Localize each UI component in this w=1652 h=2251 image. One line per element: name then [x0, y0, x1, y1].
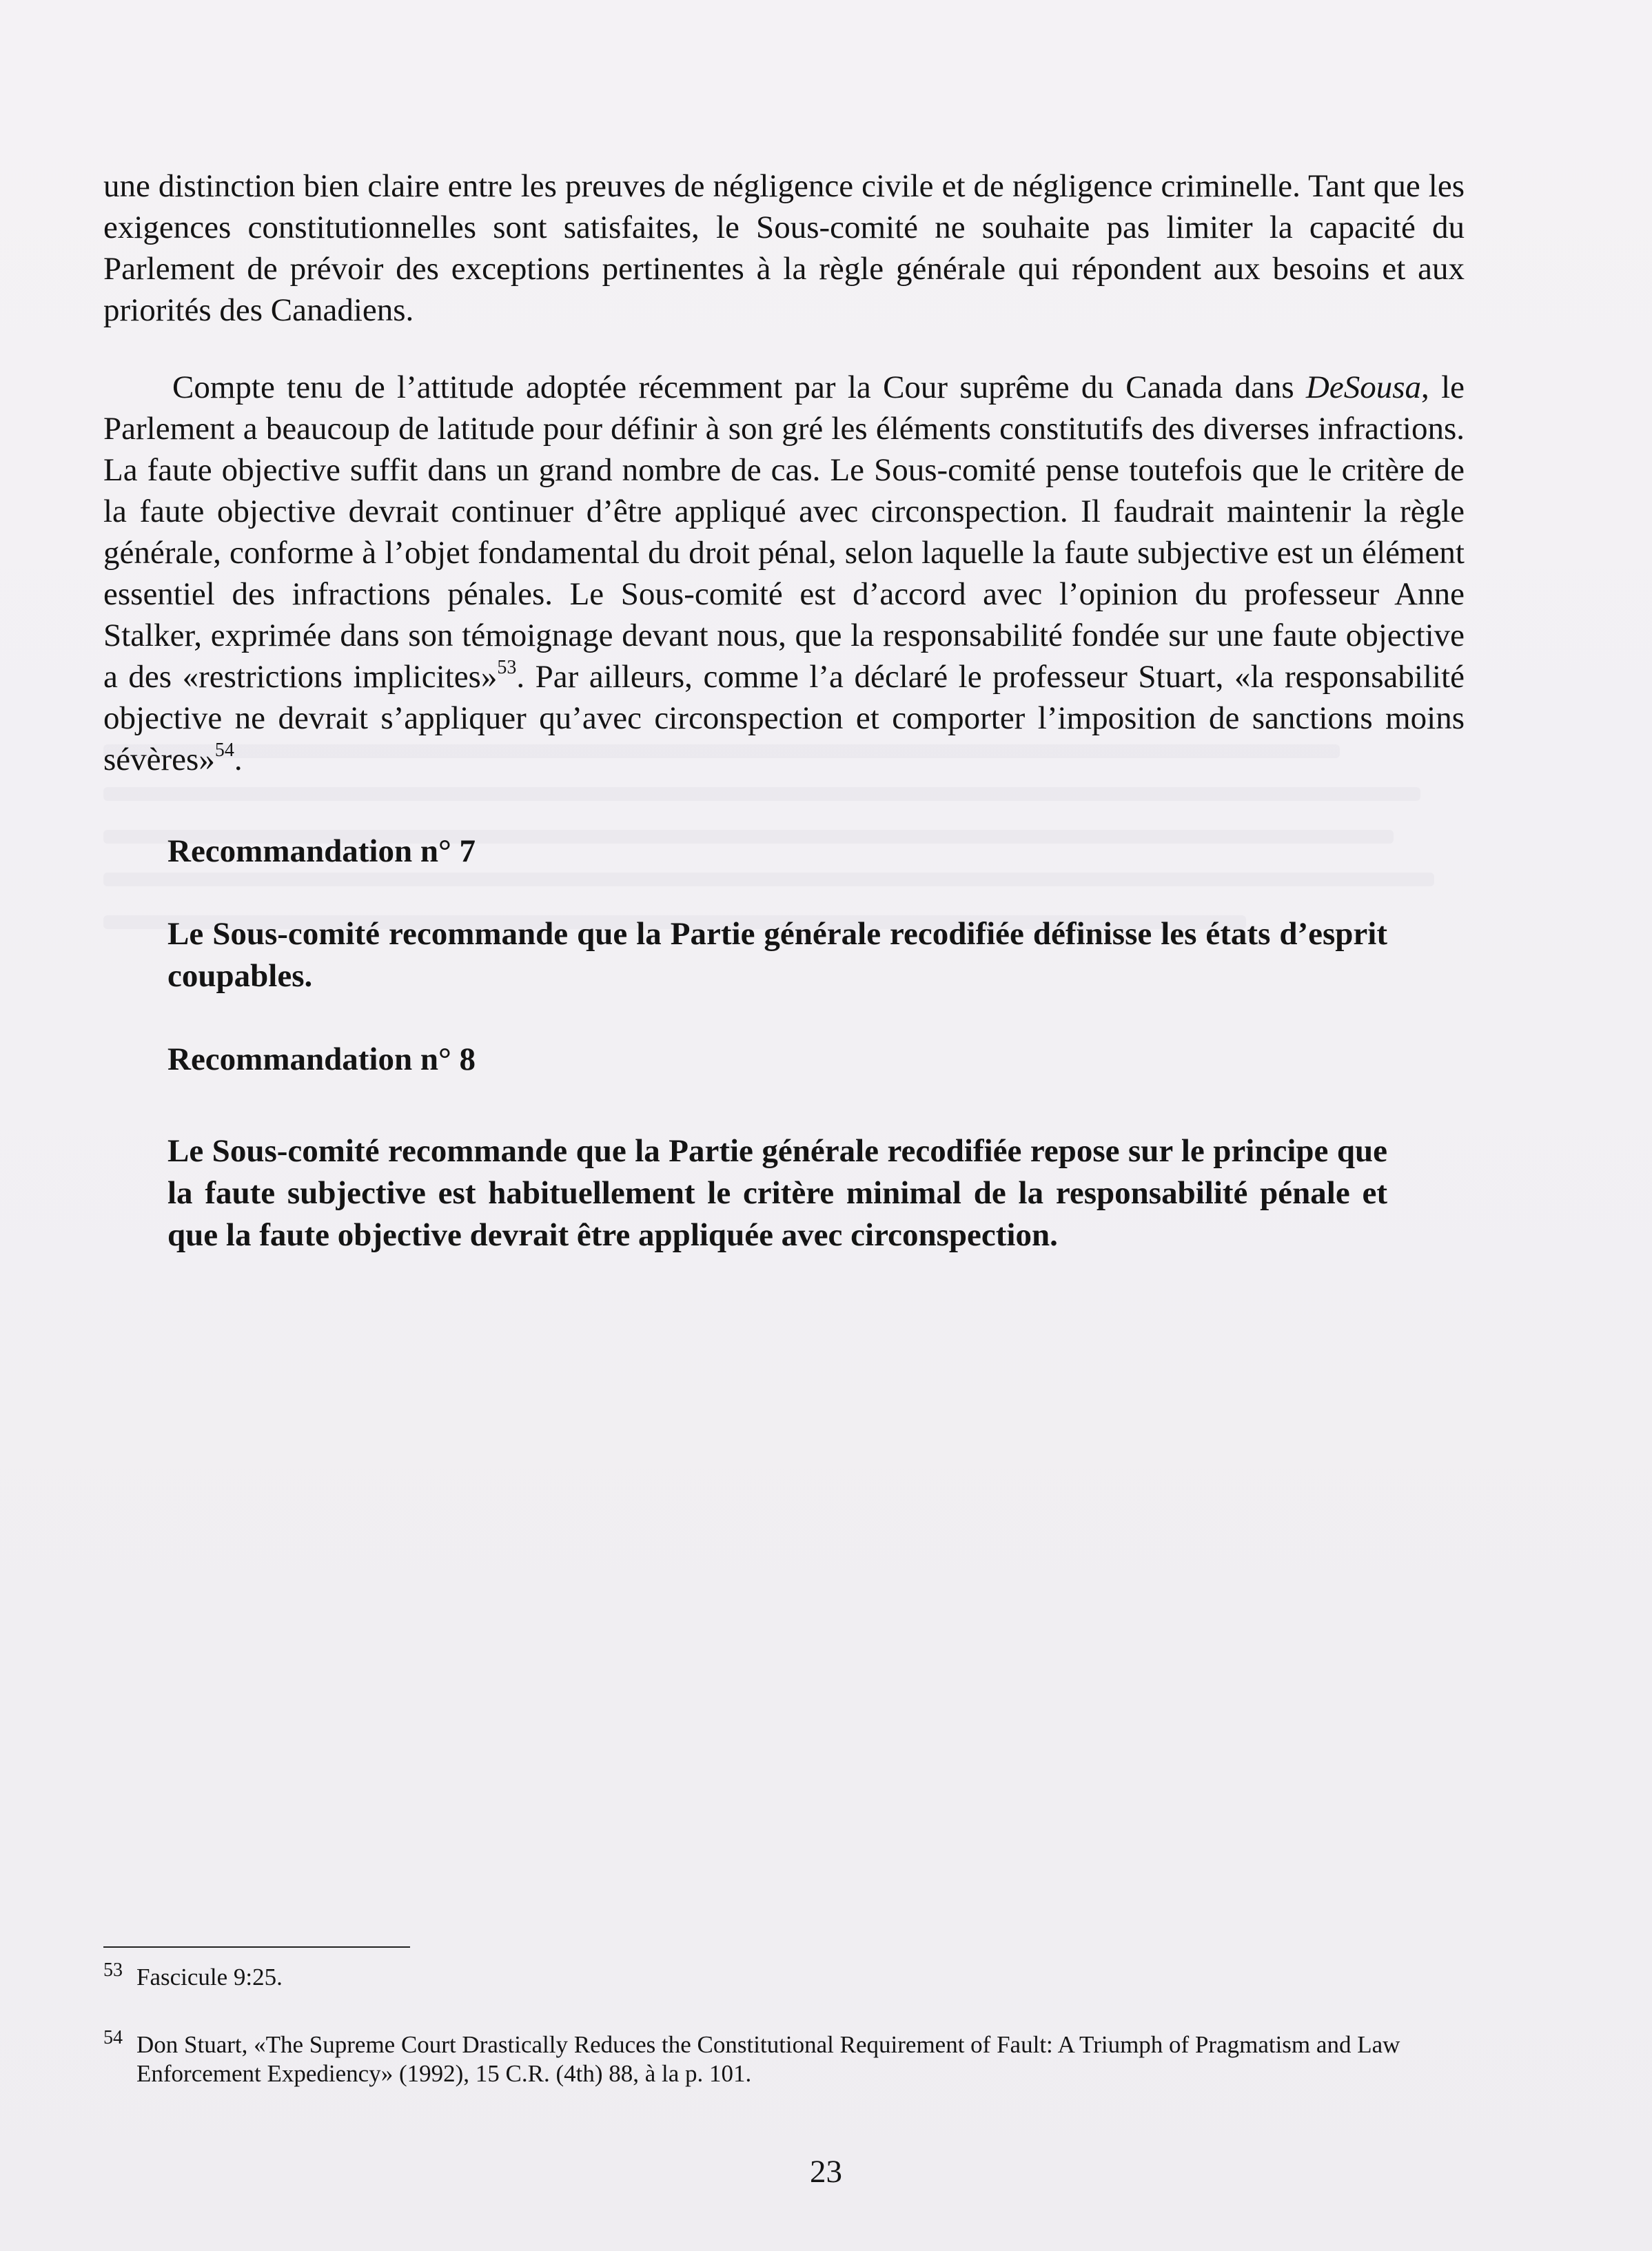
footnote-ref-54[interactable]: 54	[214, 740, 234, 761]
recommendation-7-heading: Recommandation n° 7	[167, 833, 476, 869]
case-name-desousa: DeSousa	[1305, 369, 1422, 405]
recommendation-8-text: Le Sous-comité recommande que la Partie générale recodifiée repose sur le principe que la faute subjective est habituellement le critère minimal de la responsabilité pénale et que la faute objective devrait être appliquée avec circonspection.	[167, 1133, 1387, 1253]
recommendation-8-heading: Recommandation n° 8	[167, 1041, 476, 1077]
footnote-ref-53[interactable]: 53	[497, 657, 517, 678]
footnote-separator	[103, 1946, 410, 1948]
paragraph-2	[103, 367, 1465, 780]
recommendation-7-text: Le Sous-comité recommande que la Partie générale recodifiée définisse les états d’esprit coupables.	[167, 916, 1387, 994]
paragraph-1: une distinction bien claire entre les preuves de négligence civile et de négligence criminelle. Tant que les exigences constitutionnelles sont satisfaites, le Sous-comité ne souhaite pas limiter la capacité du Parlement de prévoir des exceptions pertinentes à la règle générale qui répondent aux besoins et aux priorités des Canadiens.	[103, 168, 1465, 328]
paragraph-2-text-b: , le Parlement a beaucoup de latitude pour définir à son gré les éléments constitutifs des diverses infractions. La faute objective suffit dans un grand nombre de cas. Le Sous-comité pense toutefois que le critère de la faute objective devrait continuer d’être appliqué avec circonspection. Il faudrait maintenir la règle générale, conforme à l’objet fondamental du droit pénal, selon laquelle la faute subjective est un élément essentiel des infractions pénales. Le Sous-comité est d’accord avec l’opinion du professeur Anne Stalker, exprimée dans son témoignage devant nous, que la responsabilité fondée sur une faute objective a des «restrictions implicites»	[103, 369, 1465, 695]
paragraph-2-text-a: Compte tenu de l’attitude adoptée récemment par la Cour suprême du Canada dans	[172, 369, 1306, 405]
footnote-53	[103, 1959, 1465, 1992]
footnote-54	[103, 2027, 1465, 2088]
footnote-text: Don Stuart, «The Supreme Court Drastically Reduces the Constitutional Requirement of Fault: A Triumph of Pragmatism and Law Enforcement Expediency» (1992), 15 C.R. (4th) 88, à la p. 101.	[136, 2031, 1400, 2087]
paragraph-2-text-c: . Par ailleurs, comme l’a déclaré le professeur Stuart, «la responsabilité objective ne devrait s’appliquer qu’avec circonspection et comporter l’imposition de sanctions moins sévères»	[103, 659, 1465, 777]
footnote-number: 53	[103, 1959, 123, 1981]
page-number: 23	[810, 2154, 842, 2190]
paragraph-2-text-d: .	[234, 742, 243, 777]
footnote-text: Fascicule 9:25.	[136, 1964, 283, 1990]
footnote-number: 54	[103, 2027, 123, 2048]
